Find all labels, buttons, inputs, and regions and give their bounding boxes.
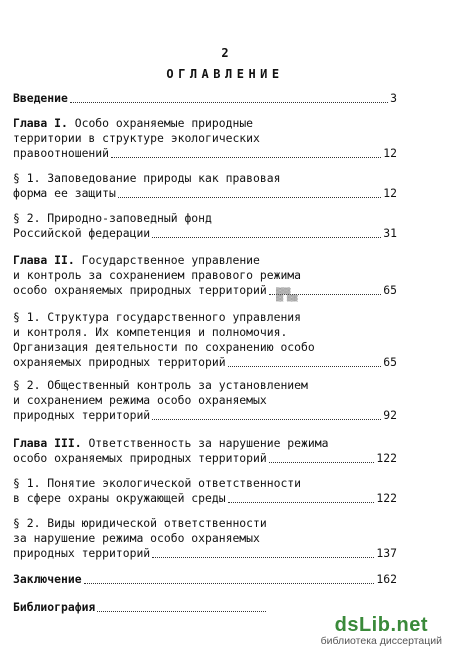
dot-leader	[228, 365, 382, 367]
archive-stamp: ▒▒▒▒ ▒▒ ▒▒▒	[276, 288, 298, 302]
dot-leader	[228, 501, 375, 503]
watermark	[321, 614, 442, 647]
toc-entry-chapter-3[interactable]	[13, 436, 397, 466]
toc-entry-label: § 1. Заповедование природы как правовая	[13, 171, 281, 185]
toc-entry-chapter-2[interactable]	[13, 253, 397, 298]
toc-page-number: 3	[390, 91, 397, 105]
dot-leader	[152, 556, 374, 558]
toc-page-number: 31	[383, 226, 397, 240]
toc-page-number: 12	[383, 146, 397, 160]
toc-entry-ch3-section-1[interactable]	[13, 476, 397, 506]
dot-leader	[152, 418, 381, 420]
toc-page-number: 12	[383, 186, 397, 200]
toc-entry-label: правоотношений	[13, 146, 110, 160]
page-number: 2	[221, 46, 229, 60]
toc-entry-label: за нарушение режима особо охраняемых	[13, 531, 260, 545]
chapter-label: Глава I.	[13, 116, 68, 130]
toc-entry-ch1-section-2[interactable]	[13, 211, 397, 241]
toc-entry-label: особо охраняемых природных территорий	[13, 451, 267, 465]
toc-page-number: 122	[376, 491, 397, 505]
toc-entry-label: природных территорий	[13, 408, 151, 422]
toc-entry-introduction[interactable]	[13, 91, 397, 106]
toc-entry-bibliography[interactable]	[13, 600, 268, 615]
toc-entry-label: Заключение	[13, 572, 82, 586]
toc-entry-label: и контроля. Их компетенция и полномочия.	[13, 325, 288, 339]
toc-entry-label: природных территорий	[13, 546, 151, 560]
toc-entry-label	[13, 116, 253, 131]
dot-leader	[97, 610, 266, 612]
toc-entry-label: § 2. Общественный контроль за установлением	[13, 378, 308, 392]
dot-leader	[70, 101, 388, 103]
toc-entry-label: § 2. Природно-заповедный фонд	[13, 211, 212, 225]
toc-entry-label: Введение	[13, 91, 68, 105]
toc-page-number: 137	[376, 546, 397, 560]
toc-entry-ch2-section-1[interactable]	[13, 310, 397, 370]
chapter-label: Глава II.	[13, 253, 75, 267]
dot-leader	[269, 461, 375, 463]
toc-page-number: 92	[383, 408, 397, 422]
toc-entry-label: Российской федерации	[13, 226, 151, 240]
toc-entry-ch3-section-2[interactable]	[13, 516, 397, 561]
toc-page-number: 122	[376, 451, 397, 465]
toc-entry-label	[13, 436, 328, 451]
toc-entry-chapter-1[interactable]	[13, 116, 397, 161]
toc-page-number: 162	[376, 572, 397, 586]
toc-page-number: 65	[383, 355, 397, 369]
dot-leader	[111, 156, 381, 158]
toc-entry-label: Библиография	[13, 600, 96, 614]
toc-entry-label: § 1. Понятие экологической ответственности	[13, 476, 302, 490]
toc-entry-label: § 2. Виды юридической ответственности	[13, 516, 267, 530]
dot-leader	[118, 196, 381, 198]
chapter-label: Глава III.	[13, 436, 82, 450]
dot-leader	[84, 582, 375, 584]
watermark-subtitle: библиотека диссертаций	[320, 635, 442, 647]
toc-entry-ch2-section-2[interactable]	[13, 378, 397, 423]
toc-page-number: 65	[383, 283, 397, 297]
toc-entry-label: § 1. Структура государственного управления	[13, 310, 302, 324]
toc-title: ОГЛАВЛЕНИЕ	[166, 67, 284, 81]
toc-entry-label: форма ее защиты	[13, 186, 116, 200]
chapter-title: Государственное управление	[81, 253, 260, 267]
toc-entry-label	[13, 253, 260, 268]
toc-entry-label: и сохранением режима особо охраняемых	[13, 393, 267, 407]
toc-entry-label: Организация деятельности по сохранению особо	[13, 340, 315, 354]
toc-entry-conclusion[interactable]	[13, 572, 397, 587]
chapter-title: Особо охраняемые природные	[74, 116, 254, 130]
chapter-title: Ответственность за нарушение режима	[88, 436, 329, 450]
toc-entry-label: охраняемых природных территорий	[13, 355, 226, 369]
toc-entry-ch1-section-1[interactable]	[13, 171, 397, 201]
watermark-logo: dsLib.net	[334, 614, 429, 636]
toc-entry-label: и контроль за сохранением правового режима	[13, 268, 302, 282]
toc-entry-label: территории в структуре экологических	[13, 131, 260, 145]
dot-leader	[152, 236, 381, 238]
toc-entry-label: особо охраняемых природных территорий	[13, 283, 267, 297]
toc-entry-label: в сфере охраны окружающей среды	[13, 491, 226, 505]
